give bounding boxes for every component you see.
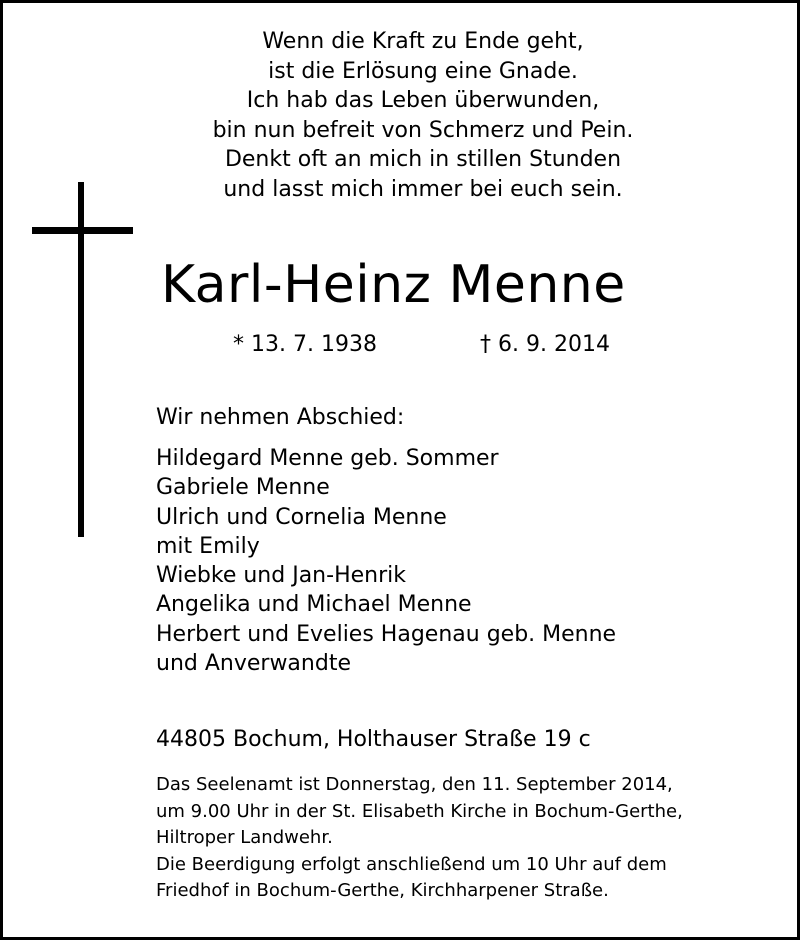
poem-line: bin nun befreit von Schmerz und Pein. xyxy=(212,117,634,143)
mourner-item: Gabriele Menne xyxy=(156,475,330,501)
poem-line: Denkt oft an mich in stillen Stunden xyxy=(224,147,622,172)
mourners-list xyxy=(156,444,616,678)
mourner-item: Ulrich und Cornelia Menne xyxy=(156,504,447,530)
mourner-item: und Anverwandte xyxy=(156,651,351,677)
service-notice xyxy=(156,772,683,905)
notice-line: Die Beerdigung erfolgt anschließend um 10 Uhr auf dem xyxy=(156,853,667,875)
notice-line: Friedhof in Bochum-Gerthe, Kirchharpener Straße. xyxy=(156,880,609,901)
cross-icon xyxy=(78,182,84,537)
poem-line: Ich hab das Leben überwunden, xyxy=(246,88,600,113)
family-address: 44805 Bochum, Holthauser Straße 19 c xyxy=(156,727,591,752)
poem-line: ist die Erlösung eine Gnade. xyxy=(268,58,578,84)
deceased-name: Karl-Heinz Menne xyxy=(161,255,626,315)
notice-line: Hiltroper Landwehr. xyxy=(156,827,333,848)
death-date: † 6. 9. 2014 xyxy=(480,332,610,357)
mourner-item: Wiebke und Jan-Henrik xyxy=(156,563,406,589)
mourner-item: mit Emily xyxy=(156,533,260,559)
poem-line: und lasst mich immer bei euch sein. xyxy=(223,176,623,202)
poem-line: Wenn die Kraft zu Ende geht, xyxy=(262,29,584,54)
memorial-poem xyxy=(3,27,800,204)
mourner-item: Herbert und Evelies Hagenau geb. Menne xyxy=(156,621,617,647)
cross-icon-bar xyxy=(32,227,133,234)
notice-line: Das Seelenamt ist Donnerstag, den 11. September 2014, xyxy=(156,774,673,795)
notice-line: um 9.00 Uhr in der St. Elisabeth Kirche in Bochum-Gerthe, xyxy=(156,800,683,822)
mourner-item: Hildegard Menne geb. Sommer xyxy=(156,446,499,471)
mourner-item: Angelika und Michael Menne xyxy=(156,592,472,618)
birth-date: * 13. 7. 1938 xyxy=(233,332,377,357)
farewell-heading: Wir nehmen Abschied: xyxy=(156,405,405,430)
